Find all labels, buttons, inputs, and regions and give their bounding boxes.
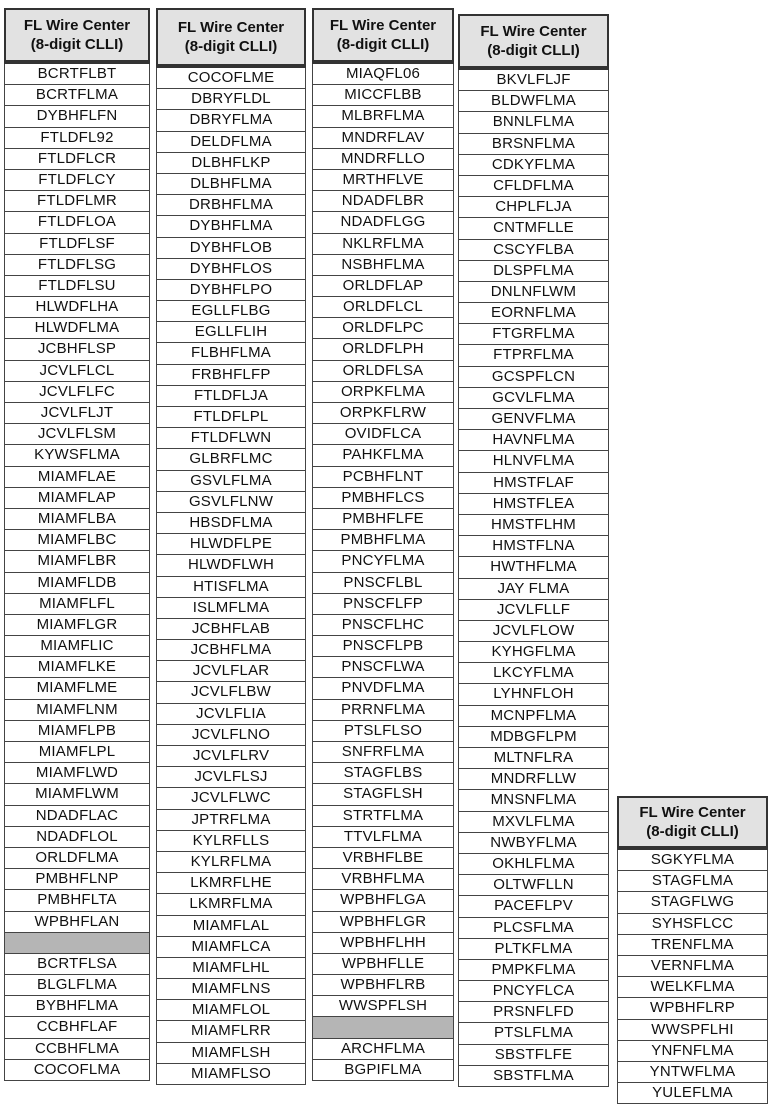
clli-cell: WELKFLMA xyxy=(618,977,767,998)
clli-cell: MIAMFLRR xyxy=(157,1021,305,1042)
clli-cell: WPBHFLGR xyxy=(313,912,453,933)
clli-cell: WWSPFLHI xyxy=(618,1020,767,1041)
clli-cell: BKVLFLJF xyxy=(459,70,608,91)
clli-cell: SNFRFLMA xyxy=(313,742,453,763)
clli-cell: WPBHFLRP xyxy=(618,998,767,1019)
clli-cell: STRTFLMA xyxy=(313,806,453,827)
clli-cell: DYBHFLMA xyxy=(157,216,305,237)
clli-cell: MIAMFLSO xyxy=(157,1064,305,1085)
clli-cell: ARCHFLMA xyxy=(313,1039,453,1060)
column-header xyxy=(312,8,454,64)
clli-cell: KYLRFLLS xyxy=(157,831,305,852)
clli-cell: PMBHFLTA xyxy=(5,890,149,911)
clli-cell: DNLNFLWM xyxy=(459,282,608,303)
clli-cell: STAGFLBS xyxy=(313,763,453,784)
clli-cell: FTLDFLCR xyxy=(5,149,149,170)
clli-cell: DBRYFLDL xyxy=(157,89,305,110)
table-body xyxy=(312,64,454,1081)
clli-cell: VERNFLMA xyxy=(618,956,767,977)
clli-cell: GCVLFLMA xyxy=(459,388,608,409)
clli-cell: DRBHFLMA xyxy=(157,195,305,216)
clli-cell: BYBHFLMA xyxy=(5,996,149,1017)
clli-cell: MIAMFLPB xyxy=(5,721,149,742)
clli-cell: NDADFLBR xyxy=(313,191,453,212)
clli-cell: FTLDFLSU xyxy=(5,276,149,297)
clli-cell: DLBHFLKP xyxy=(157,153,305,174)
clli-cell: MNSNFLMA xyxy=(459,790,608,811)
clli-cell: NSBHFLMA xyxy=(313,255,453,276)
table-body xyxy=(617,850,768,1104)
clli-cell: LKMRFLMA xyxy=(157,894,305,915)
clli-cell: CHPLFLJA xyxy=(459,197,608,218)
header-title: FL Wire Center xyxy=(480,23,587,40)
clli-cell: HWTHFLMA xyxy=(459,557,608,578)
clli-cell: ORLDFLAP xyxy=(313,276,453,297)
clli-cell: NDADFLAC xyxy=(5,806,149,827)
clli-cell: DLBHFLMA xyxy=(157,174,305,195)
clli-cell: CCBHFLAF xyxy=(5,1017,149,1038)
clli-cell: PMBHFLNP xyxy=(5,869,149,890)
clli-cell: YNTWFLMA xyxy=(618,1062,767,1083)
column-header xyxy=(4,8,150,64)
clli-cell: PACEFLPV xyxy=(459,896,608,917)
clli-cell: NDADFLGG xyxy=(313,212,453,233)
clli-cell: FTLDFLSG xyxy=(5,255,149,276)
clli-cell: KYHGFLMA xyxy=(459,642,608,663)
clli-cell: HMSTFLNA xyxy=(459,536,608,557)
clli-cell: YNFNFLMA xyxy=(618,1041,767,1062)
clli-cell: SGKYFLMA xyxy=(618,850,767,871)
clli-cell: DYBHFLFN xyxy=(5,106,149,127)
clli-cell: JCVLFLCL xyxy=(5,361,149,382)
clli-cell: PNSCFLPB xyxy=(313,636,453,657)
clli-cell: JPTRFLMA xyxy=(157,810,305,831)
wire-center-table-3 xyxy=(312,8,454,1081)
clli-cell: VRBHFLBE xyxy=(313,848,453,869)
clli-cell: PRSNFLFD xyxy=(459,1002,608,1023)
clli-cell: LKCYFLMA xyxy=(459,663,608,684)
clli-cell: HLWDFLWH xyxy=(157,555,305,576)
clli-cell: MIAMFLKE xyxy=(5,657,149,678)
clli-cell: WPBHFLGA xyxy=(313,890,453,911)
clli-cell: MNDRFLLO xyxy=(313,149,453,170)
clli-cell: STAGFLSH xyxy=(313,784,453,805)
clli-cell: HAVNFLMA xyxy=(459,430,608,451)
clli-cell: FTLDFLPL xyxy=(157,407,305,428)
clli-cell: MIAMFLNM xyxy=(5,700,149,721)
clli-cell: PMPKFLMA xyxy=(459,960,608,981)
clli-cell: JCVLFLSJ xyxy=(157,767,305,788)
clli-cell: ORPKFLRW xyxy=(313,403,453,424)
clli-cell: FTLDFL92 xyxy=(5,128,149,149)
clli-cell: FTLDFLSF xyxy=(5,234,149,255)
clli-cell: DYBHFLOS xyxy=(157,259,305,280)
clli-cell: BLGLFLMA xyxy=(5,975,149,996)
clli-cell: EGLLFLBG xyxy=(157,301,305,322)
header-title: FL Wire Center xyxy=(639,804,746,821)
clli-cell: JCBHFLMA xyxy=(157,640,305,661)
clli-cell: MIAMFLAL xyxy=(157,916,305,937)
clli-cell: MIAMFLAE xyxy=(5,467,149,488)
clli-cell: FLBHFLMA xyxy=(157,343,305,364)
shaded-separator-row xyxy=(5,933,149,954)
header-subtitle: (8-digit CLLI) xyxy=(336,36,430,53)
clli-cell: ORLDFLPH xyxy=(313,339,453,360)
clli-cell: HTISFLMA xyxy=(157,577,305,598)
clli-cell: MIAMFLFL xyxy=(5,594,149,615)
clli-cell: PNVDFLMA xyxy=(313,678,453,699)
clli-cell: JCVLFLNO xyxy=(157,725,305,746)
wire-center-table-2 xyxy=(156,8,306,1085)
clli-cell: MNDRFLAV xyxy=(313,128,453,149)
clli-cell: GSVLFLMA xyxy=(157,471,305,492)
clli-cell: MLTNFLRA xyxy=(459,748,608,769)
clli-cell: MNDRFLLW xyxy=(459,769,608,790)
clli-cell: FTLDFLCY xyxy=(5,170,149,191)
clli-cell: HLWDFLPE xyxy=(157,534,305,555)
clli-cell: MICCFLBB xyxy=(313,85,453,106)
table-body xyxy=(458,70,609,1087)
clli-cell: JCBHFLSP xyxy=(5,339,149,360)
clli-cell: CDKYFLMA xyxy=(459,155,608,176)
clli-cell: DYBHFLOB xyxy=(157,238,305,259)
clli-cell: JCVLFLWC xyxy=(157,788,305,809)
clli-cell: BCRTFLMA xyxy=(5,85,149,106)
clli-cell: HMSTFLAF xyxy=(459,473,608,494)
clli-cell: FTLDFLWN xyxy=(157,428,305,449)
clli-cell: PTSLFLMA xyxy=(459,1023,608,1044)
clli-cell: FRBHFLFP xyxy=(157,365,305,386)
clli-cell: ORLDFLSA xyxy=(313,361,453,382)
clli-cell: MLBRFLMA xyxy=(313,106,453,127)
clli-cell: JCVLFLRV xyxy=(157,746,305,767)
clli-cell: WWSPFLSH xyxy=(313,996,453,1017)
clli-cell: WPBHFLLE xyxy=(313,954,453,975)
clli-cell: NWBYFLMA xyxy=(459,833,608,854)
clli-cell: BLDWFLMA xyxy=(459,91,608,112)
clli-cell: COCOFLMA xyxy=(5,1060,149,1081)
clli-cell: MIAMFLBC xyxy=(5,530,149,551)
wire-center-table-4 xyxy=(458,14,609,1087)
clli-cell: OKHLFLMA xyxy=(459,854,608,875)
clli-cell: FTGRFLMA xyxy=(459,324,608,345)
clli-cell: SYHSFLCC xyxy=(618,914,767,935)
clli-cell: YULEFLMA xyxy=(618,1083,767,1104)
clli-cell: NKLRFLMA xyxy=(313,234,453,255)
clli-cell: STAGFLMA xyxy=(618,871,767,892)
clli-cell: MIAMFLCA xyxy=(157,937,305,958)
clli-cell: GENVFLMA xyxy=(459,409,608,430)
column-header xyxy=(617,796,768,850)
clli-cell: WPBHFLAN xyxy=(5,912,149,933)
clli-cell: BCRTFLSA xyxy=(5,954,149,975)
clli-cell: JCVLFLLF xyxy=(459,600,608,621)
clli-cell: CFLDFLMA xyxy=(459,176,608,197)
column-header xyxy=(156,8,306,68)
shaded-separator-row xyxy=(313,1017,453,1038)
clli-cell: JCVLFLJT xyxy=(5,403,149,424)
clli-cell: VRBHFLMA xyxy=(313,869,453,890)
clli-cell: GSVLFLNW xyxy=(157,492,305,513)
clli-cell: MIAMFLBR xyxy=(5,551,149,572)
clli-cell: OVIDFLCA xyxy=(313,424,453,445)
header-subtitle: (8-digit CLLI) xyxy=(487,42,580,59)
clli-cell: CCBHFLMA xyxy=(5,1039,149,1060)
clli-cell: GLBRFLMC xyxy=(157,449,305,470)
clli-cell: TTVLFLMA xyxy=(313,827,453,848)
clli-cell: MCNPFLMA xyxy=(459,706,608,727)
clli-cell: MIAMFLNS xyxy=(157,979,305,1000)
table-body xyxy=(156,68,306,1085)
clli-cell: HMSTFLHM xyxy=(459,515,608,536)
clli-cell: PNSCFLFP xyxy=(313,594,453,615)
clli-cell: BCRTFLBT xyxy=(5,64,149,85)
header-title: FL Wire Center xyxy=(23,17,131,34)
clli-cell: STAGFLWG xyxy=(618,892,767,913)
clli-cell: WPBHFLRB xyxy=(313,975,453,996)
clli-cell: TRENFLMA xyxy=(618,935,767,956)
clli-cell: EGLLFLIH xyxy=(157,322,305,343)
clli-cell: MIAMFLDB xyxy=(5,573,149,594)
wire-center-table-5 xyxy=(617,796,768,1104)
clli-cell: DBRYFLMA xyxy=(157,110,305,131)
clli-cell: MIAMFLME xyxy=(5,678,149,699)
clli-cell: KYWSFLMA xyxy=(5,445,149,466)
clli-cell: MIAMFLAP xyxy=(5,488,149,509)
clli-cell: ORLDFLMA xyxy=(5,848,149,869)
clli-cell: JCVLFLFC xyxy=(5,382,149,403)
clli-cell: PNCYFLCA xyxy=(459,981,608,1002)
clli-cell: CNTMFLLE xyxy=(459,218,608,239)
clli-cell: FTLDFLMR xyxy=(5,191,149,212)
header-title: FL Wire Center xyxy=(177,19,285,36)
header-subtitle: (8-digit CLLI) xyxy=(184,38,278,55)
clli-cell: MIAMFLWM xyxy=(5,784,149,805)
clli-cell: CSCYFLBA xyxy=(459,240,608,261)
clli-cell: LKMRFLHE xyxy=(157,873,305,894)
clli-cell: ORLDFLPC xyxy=(313,318,453,339)
clli-cell: DYBHFLPO xyxy=(157,280,305,301)
clli-cell: HLNVFLMA xyxy=(459,451,608,472)
clli-cell: WPBHFLHH xyxy=(313,933,453,954)
clli-cell: KYLRFLMA xyxy=(157,852,305,873)
clli-cell: JCVLFLOW xyxy=(459,621,608,642)
clli-cell: PTSLFLSO xyxy=(313,721,453,742)
clli-cell: SBSTFLMA xyxy=(459,1066,608,1087)
clli-cell: MIAMFLPL xyxy=(5,742,149,763)
clli-cell: MIAMFLWD xyxy=(5,763,149,784)
clli-cell: FTLDFLOA xyxy=(5,212,149,233)
clli-cell: PNCYFLMA xyxy=(313,551,453,572)
clli-cell: BGPIFLMA xyxy=(313,1060,453,1081)
clli-cell: SBSTFLFE xyxy=(459,1045,608,1066)
clli-cell: ISLMFLMA xyxy=(157,598,305,619)
clli-cell: PNSCFLBL xyxy=(313,573,453,594)
clli-cell: NDADFLOL xyxy=(5,827,149,848)
clli-cell: DLSPFLMA xyxy=(459,261,608,282)
clli-cell: MIAQFL06 xyxy=(313,64,453,85)
clli-cell: MIAMFLSH xyxy=(157,1043,305,1064)
clli-cell: PRRNFLMA xyxy=(313,700,453,721)
clli-cell: JAY FLMA xyxy=(459,579,608,600)
header-title: FL Wire Center xyxy=(329,17,437,34)
clli-cell: PAHKFLMA xyxy=(313,445,453,466)
clli-cell: JCVLFLBW xyxy=(157,682,305,703)
clli-cell: JCVLFLIA xyxy=(157,704,305,725)
clli-cell: MIAMFLHL xyxy=(157,958,305,979)
clli-cell: PMBHFLCS xyxy=(313,488,453,509)
clli-cell: HLWDFLHA xyxy=(5,297,149,318)
clli-cell: PMBHFLFE xyxy=(313,509,453,530)
clli-cell: DELDFLMA xyxy=(157,132,305,153)
clli-cell: LYHNFLOH xyxy=(459,684,608,705)
clli-cell: BNNLFLMA xyxy=(459,112,608,133)
clli-cell: PMBHFLMA xyxy=(313,530,453,551)
clli-cell: MIAMFLBA xyxy=(5,509,149,530)
clli-cell: HBSDFLMA xyxy=(157,513,305,534)
clli-cell: PNSCFLHC xyxy=(313,615,453,636)
clli-cell: JCVLFLAR xyxy=(157,661,305,682)
clli-cell: HLWDFLMA xyxy=(5,318,149,339)
clli-cell: MIAMFLGR xyxy=(5,615,149,636)
clli-cell: JCBHFLAB xyxy=(157,619,305,640)
clli-cell: MXVLFLMA xyxy=(459,812,608,833)
clli-cell: COCOFLME xyxy=(157,68,305,89)
clli-cell: MDBGFLPM xyxy=(459,727,608,748)
clli-cell: ORPKFLMA xyxy=(313,382,453,403)
table-body xyxy=(4,64,150,1081)
clli-cell: MIAMFLIC xyxy=(5,636,149,657)
clli-cell: PLTKFLMA xyxy=(459,939,608,960)
column-header xyxy=(458,14,609,70)
clli-cell: FTLDFLJA xyxy=(157,386,305,407)
clli-cell: MRTHFLVE xyxy=(313,170,453,191)
header-subtitle: (8-digit CLLI) xyxy=(30,36,124,53)
clli-cell: JCVLFLSM xyxy=(5,424,149,445)
clli-cell: FTPRFLMA xyxy=(459,345,608,366)
clli-cell: PNSCFLWA xyxy=(313,657,453,678)
clli-cell: EORNFLMA xyxy=(459,303,608,324)
clli-cell: ORLDFLCL xyxy=(313,297,453,318)
clli-cell: PCBHFLNT xyxy=(313,467,453,488)
clli-cell: GCSPFLCN xyxy=(459,367,608,388)
clli-cell: BRSNFLMA xyxy=(459,134,608,155)
header-subtitle: (8-digit CLLI) xyxy=(646,823,739,840)
clli-cell: OLTWFLLN xyxy=(459,875,608,896)
clli-cell: MIAMFLOL xyxy=(157,1000,305,1021)
wire-center-table-1 xyxy=(4,8,150,1081)
clli-cell: HMSTFLEA xyxy=(459,494,608,515)
clli-cell: PLCSFLMA xyxy=(459,918,608,939)
